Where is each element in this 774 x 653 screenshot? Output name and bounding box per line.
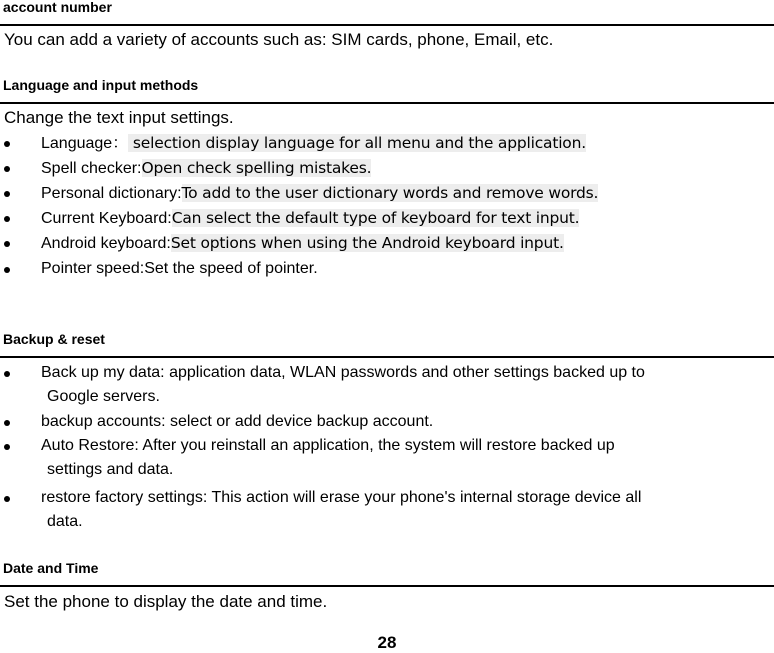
page-number: 28 xyxy=(377,633,397,652)
section-divider xyxy=(0,24,774,26)
list-item-text xyxy=(41,206,771,231)
list-item-text xyxy=(41,257,771,281)
section-title-language: Language and input methods xyxy=(3,77,199,93)
section-title-backup: Backup & reset xyxy=(3,331,105,347)
list-item-text xyxy=(41,434,771,482)
account-description: You can add a variety of accounts such as: SIM cards, phone, Email, etc. xyxy=(4,30,554,49)
list-item-text: backup accounts: select or add device backup account. xyxy=(41,413,434,430)
item-value: Set the speed of pointer. xyxy=(144,260,318,277)
list-item-text xyxy=(41,361,771,409)
item-value: Set options when using the Android keyboard input. xyxy=(170,234,564,252)
bullet-icon xyxy=(4,371,10,377)
item-line-2: data. xyxy=(47,513,83,530)
item-label: Language： xyxy=(41,135,129,152)
section-title-account: account number xyxy=(3,0,112,15)
item-line-1: Back up my data: application data, WLAN passwords and other settings backed up to xyxy=(41,364,645,381)
item-value: To add to the user dictionary words and remove words. xyxy=(181,184,599,202)
list-item-text xyxy=(41,181,771,206)
item-line-1: restore factory settings: This action will erase your phone's internal storage device all xyxy=(41,489,642,506)
bullet-icon xyxy=(4,420,10,426)
list-item-text xyxy=(41,231,771,256)
list-item-text xyxy=(41,131,771,156)
bullet-icon xyxy=(4,141,10,147)
language-description: Change the text input settings. xyxy=(4,108,234,127)
item-line-1: Auto Restore: After you reinstall an application, the system will restore backed up xyxy=(41,437,615,454)
item-line-2: settings and data. xyxy=(47,461,174,478)
bullet-icon xyxy=(4,241,10,247)
item-label: Pointer speed: xyxy=(41,260,145,277)
section-title-datetime: Date and Time xyxy=(3,560,99,576)
bullet-icon xyxy=(4,191,10,197)
bullet-icon xyxy=(4,267,10,273)
datetime-description: Set the phone to display the date and time. xyxy=(4,592,328,611)
item-label: Android keyboard: xyxy=(41,235,171,252)
item-value: Can select the default type of keyboard for text input. xyxy=(171,209,580,227)
bullet-icon xyxy=(4,216,10,222)
section-divider xyxy=(0,585,774,587)
list-item-text xyxy=(41,486,771,534)
section-divider xyxy=(0,102,774,104)
item-line-2: Google servers. xyxy=(47,388,160,405)
section-divider xyxy=(0,356,774,358)
bullet-icon xyxy=(4,496,10,502)
item-label: Spell checker: xyxy=(41,160,142,177)
item-value: selection display language for all menu and the application. xyxy=(128,134,586,152)
item-value: Open check spelling mistakes. xyxy=(141,159,372,177)
list-item-text xyxy=(41,156,771,181)
item-label: Current Keyboard: xyxy=(41,210,172,227)
bullet-icon xyxy=(4,444,10,450)
bullet-icon xyxy=(4,166,10,172)
item-label: Personal dictionary: xyxy=(41,185,182,202)
